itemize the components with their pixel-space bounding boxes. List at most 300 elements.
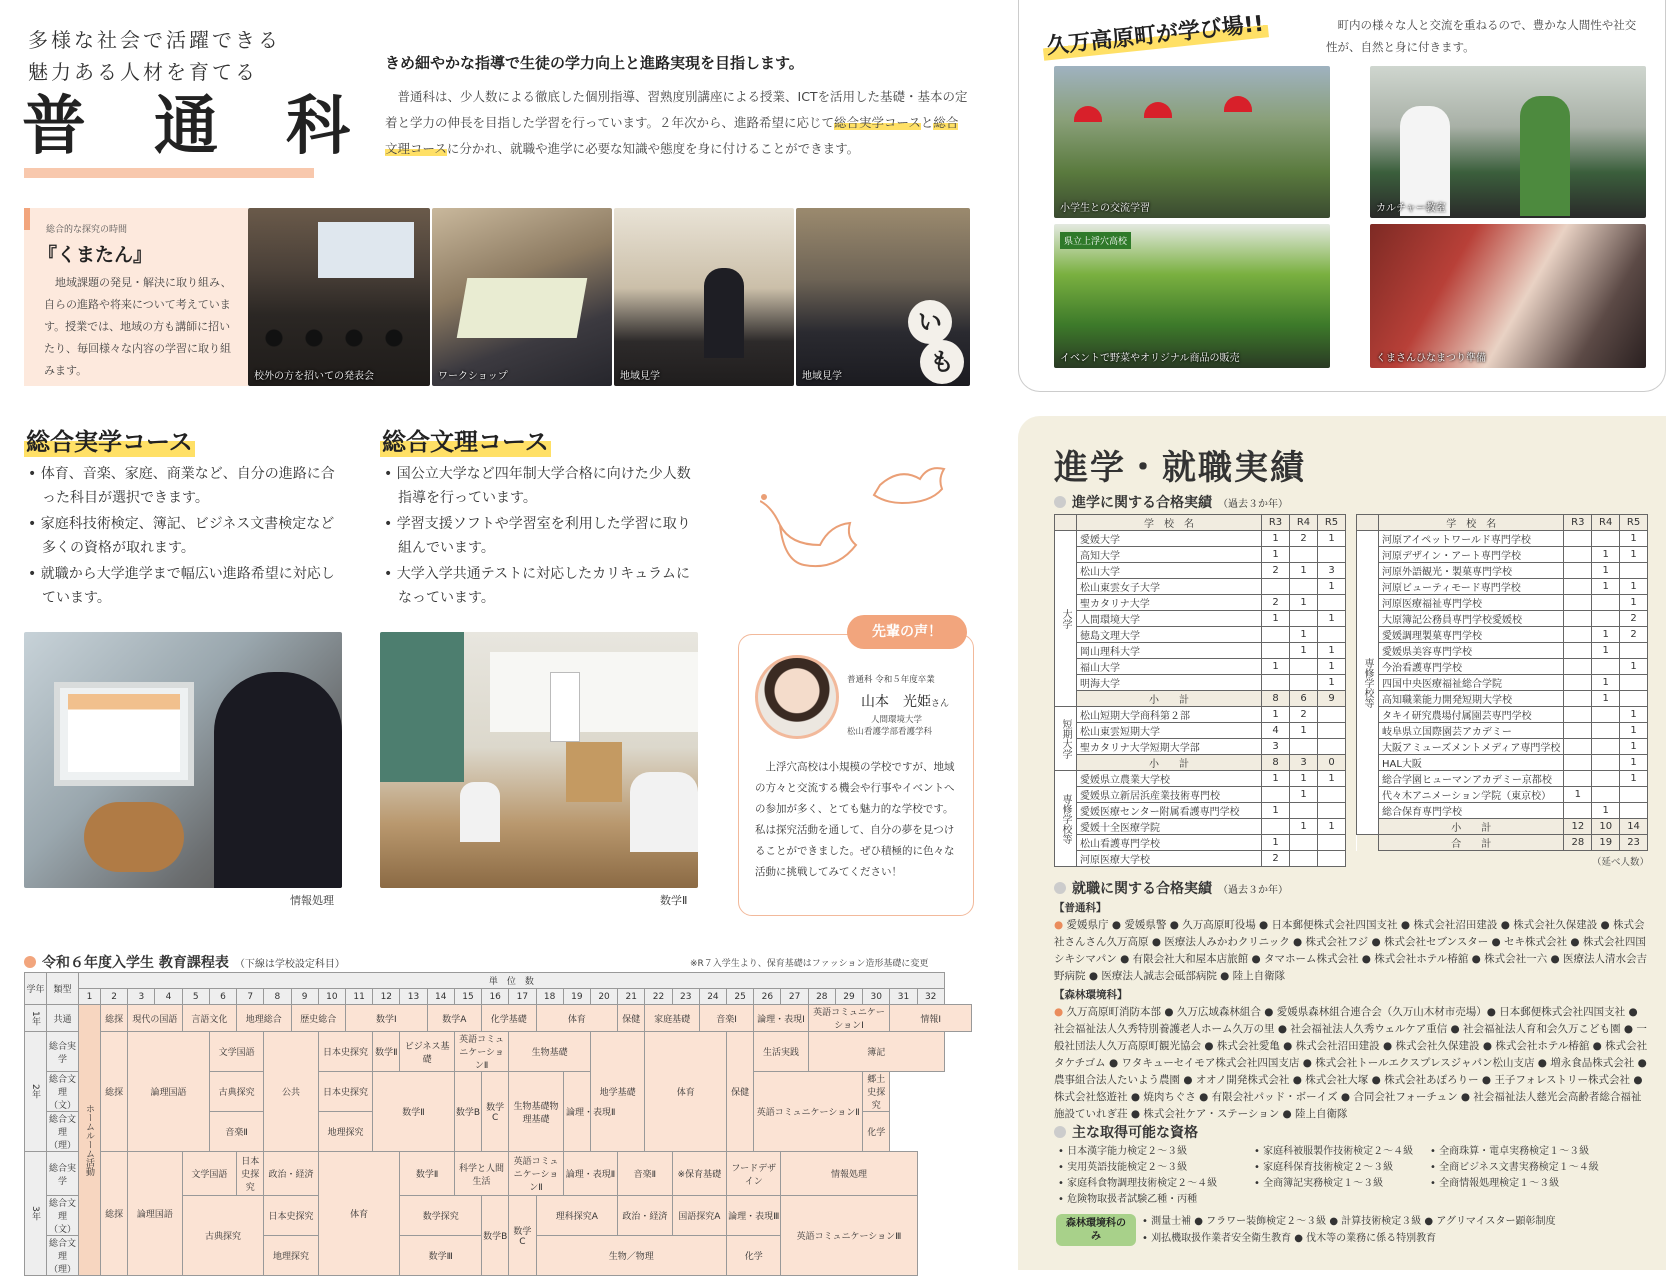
total-row (1357, 835, 1648, 851)
cur-cell: 数学C (482, 1072, 509, 1152)
count-cell: 1 (1290, 627, 1318, 643)
list-item: • 実用英語技能検定２〜３級 (1058, 1162, 1188, 1173)
cur-cell: 論理・表現Ⅰ (754, 1005, 808, 1032)
unit-number: 31 (890, 989, 917, 1005)
qual-shinrin-1: • 測量士補 ● フラワー装飾検定２〜３級 ● 計算技術検定３級 ● アグリマイスター顕彰制度 (1142, 1216, 1556, 1227)
unit-number: 8 (264, 989, 291, 1005)
count-cell: 1 (1592, 691, 1620, 707)
count-cell (1262, 627, 1290, 643)
list-item: • 体育、音楽、家庭、商業など、自分の進路に合った科目が選択できます。 (28, 466, 335, 506)
count-cell: 1 (1592, 579, 1620, 595)
birds-illustration (760, 455, 970, 605)
school-name: 福山大学 (1077, 659, 1262, 675)
total-cell: 19 (1592, 835, 1620, 851)
cur-common: 共通 (47, 1005, 79, 1032)
senpai-bubble: 先輩の声！ (847, 615, 967, 649)
count-cell (1262, 643, 1290, 659)
count-cell (1262, 787, 1290, 803)
table-row (1357, 739, 1648, 755)
school-name: 明海大学 (1077, 675, 1262, 691)
cur-cell: 化学 (727, 1236, 781, 1276)
table-row (1357, 627, 1648, 643)
manabiba-text: 町内の様々な人と交流を重ねるので、豊かな人間性や社交性が、自然と身に付きます。 (1326, 18, 1637, 54)
cur-cell: フードデザイン (727, 1152, 781, 1196)
jobs-futsu-text: 愛媛県庁 ● 愛媛県警 ● 久万高原町役場 ● 日本郵便株式会社四国支社 ● 株式会社沼田建設 ● 株式会社久保建設 ● 株式会社さんさん久万高原 ● 医療法人みかわクリニック ● 株式会社フジ ● 株式会社セブンスター ● セキ株式会社 ● 株式会社四国シキシマパン ● 有限会社大和屋本店旅館 ● タマホーム株式会社 ● 株式会社ホテル椿舘 ● 株式会社一六 ● 医療法人清水会吉野病院 ● 医療法人誠志会砥部病院 ● 陸上自衛隊 (1054, 919, 1647, 982)
results-sub2 (1054, 878, 1288, 898)
unit-number: 13 (400, 989, 427, 1005)
count-cell: 1 (1318, 531, 1346, 547)
school-name: 河原デザイン・アート専門学校 (1379, 547, 1564, 563)
qual-shinrin-2: • 刈払機取扱作業者安全衛生教育 ● 伐木等の業務に係る特別教育 (1142, 1233, 1437, 1244)
senpai-name: 山本 光姫 (861, 694, 931, 710)
school-name: 徳島文理大学 (1077, 627, 1262, 643)
cur-cell: 論理・表現Ⅱ (563, 1152, 617, 1196)
table-row (1055, 643, 1346, 659)
school-name: 河原ビューティモード専門学校 (1379, 579, 1564, 595)
unit-number: 3 (128, 989, 155, 1005)
list-item: • 就職から大学進学まで幅広い進路希望に対応しています。 (28, 566, 335, 606)
col-head: 学 校 名 (1077, 515, 1262, 531)
cur-cell: 歴史総合 (291, 1005, 345, 1032)
tagline-line2: 魅力ある人材を育てる (28, 60, 258, 84)
cur-cell: 地理総合 (237, 1005, 291, 1032)
cur-cell: 地理探究 (264, 1236, 318, 1276)
cur-type-bun: 総合文理（文） (47, 1072, 79, 1112)
table-row (1357, 643, 1648, 659)
cur-cell: 化学基礎 (482, 1005, 536, 1032)
cur-cell: 数学Ⅱ (373, 1072, 455, 1152)
unit-number: 20 (590, 989, 617, 1005)
qual-shinrin-2-text: 刈払機取扱作業者安全衛生教育 ● 伐木等の業務に係る特別教育 (1151, 1233, 1437, 1244)
table-row (1055, 819, 1346, 835)
cur-type-jitsu-3: 総合実学 (47, 1152, 79, 1196)
cur-head-type: 類型 (47, 973, 79, 1005)
course-bunri-title: 総合文理コース (380, 422, 551, 457)
count-cell (1318, 707, 1346, 723)
photo-caption: 校外の方を招いての発表会 (254, 371, 374, 382)
cur-cell: 国語探究A (672, 1196, 726, 1236)
count-cell: 1 (1290, 595, 1318, 611)
table-row (1357, 691, 1648, 707)
results-sub1-text: 進学に関する合格実績 (1072, 495, 1212, 511)
count-cell (1620, 787, 1648, 803)
count-cell: 2 (1262, 563, 1290, 579)
school-name: HAL大阪 (1379, 755, 1564, 771)
subtotal-label: 小 計 (1379, 819, 1564, 835)
cur-cell: 保健 (727, 1032, 754, 1152)
jobs-shinrin-tag: 【森林環境科】 (1054, 989, 1128, 1001)
table-row (1357, 595, 1648, 611)
count-cell (1592, 787, 1620, 803)
count-cell: 4 (1262, 723, 1290, 739)
results-sub3 (1054, 1122, 1198, 1142)
cur-cell: 論理国語 (128, 1032, 210, 1152)
count-cell (1592, 739, 1620, 755)
unit-number: 6 (209, 989, 236, 1005)
count-cell: 1 (1290, 723, 1318, 739)
cur-cell: 家庭基礎 (645, 1005, 699, 1032)
count-cell: 1 (1262, 659, 1290, 675)
count-cell: 1 (1592, 627, 1620, 643)
table-row (1055, 595, 1346, 611)
total-cell: 28 (1564, 835, 1592, 851)
col-head: R4 (1290, 515, 1318, 531)
col-head: R5 (1318, 515, 1346, 531)
list-item: • 全商ビジネス文書実務検定１〜４級 (1430, 1162, 1599, 1173)
results-note: （延べ人数） (1592, 857, 1650, 868)
school-name: 愛媛大学 (1077, 531, 1262, 547)
count-cell: 2 (1290, 707, 1318, 723)
school-name: 総合学園ヒューマンアカデミー京都校 (1379, 771, 1564, 787)
photo-caption: 地域見学 (620, 371, 660, 382)
count-cell: 1 (1620, 547, 1648, 563)
school-name: 愛媛県立農業大学校 (1077, 771, 1262, 787)
table-row (1055, 835, 1346, 851)
cur-cell: 科学と人間生活 (454, 1152, 508, 1196)
subtotal-cell: 3 (1290, 755, 1318, 771)
school-name: 愛媛調理製菓専門学校 (1379, 627, 1564, 643)
table-row (1357, 675, 1648, 691)
cur-cell: 英語コミュニケーションⅢ (781, 1196, 917, 1276)
cur-cell: 数学B (482, 1196, 509, 1276)
cur-cell: 日本史探究 (318, 1032, 372, 1072)
list-item: • 日本漢字能力検定２〜３級 (1058, 1146, 1188, 1157)
subtotal-cell: 6 (1290, 691, 1318, 707)
count-cell (1592, 611, 1620, 627)
count-cell (1262, 579, 1290, 595)
count-cell (1290, 835, 1318, 851)
count-cell (1318, 787, 1346, 803)
photo-info-processing (24, 632, 342, 888)
cur-cell: 総探 (101, 1152, 128, 1276)
school-name: 松山東雲女子大学 (1077, 579, 1262, 595)
unit-number: 18 (536, 989, 563, 1005)
count-cell (1318, 803, 1346, 819)
count-cell (1318, 851, 1346, 867)
table-row (1357, 803, 1648, 819)
photo-elementary (1054, 66, 1330, 218)
senpai-course: 普通科 令和５年度卒業 (847, 675, 935, 685)
qual-col2 (1254, 1144, 1413, 1192)
results-title: 進学・就職実績 (1054, 448, 1306, 488)
count-cell (1564, 531, 1592, 547)
total-cell: 23 (1620, 835, 1648, 851)
count-cell (1318, 739, 1346, 755)
senpai-avatar (755, 655, 839, 739)
school-name: タキイ研究農場付属園芸専門学校 (1379, 707, 1564, 723)
count-cell (1564, 707, 1592, 723)
unit-number: 25 (727, 989, 754, 1005)
results-sub2-note: （過去３か年） (1218, 885, 1288, 896)
school-name: 大阪アミューズメントメディア専門学校 (1379, 739, 1564, 755)
cur-cell: 文学国語 (209, 1032, 263, 1072)
table-row (1357, 563, 1648, 579)
curriculum-note: ※R７入学生より、保育基礎はファッション造形基礎に変更 (690, 959, 929, 969)
col-head: R3 (1262, 515, 1290, 531)
list-item: • 全商簿記実務検定１〜３級 (1254, 1178, 1384, 1189)
cur-cell: 体育 (645, 1032, 727, 1152)
count-cell: 1 (1290, 771, 1318, 787)
count-cell: 1 (1620, 739, 1648, 755)
intro-mid: と (920, 115, 934, 130)
cur-type-jitsu: 総合実学 (47, 1032, 79, 1072)
list-item: • 家庭科食物調理技術検定２〜４級 (1058, 1178, 1218, 1189)
count-cell: 1 (1318, 643, 1346, 659)
count-cell (1564, 659, 1592, 675)
cur-cell: 音楽Ⅱ (209, 1112, 263, 1152)
count-cell: 2 (1290, 531, 1318, 547)
count-cell: 1 (1564, 787, 1592, 803)
cur-cell: 保健 (618, 1005, 645, 1032)
jobs-block (1054, 900, 1650, 1123)
cur-cell: 数学探究 (400, 1196, 482, 1236)
cur-head-units: 単 位 数 (79, 973, 945, 989)
unit-number: 23 (672, 989, 699, 1005)
header-tagline (28, 24, 281, 88)
cur-cell: 生物基礎物理基礎 (509, 1072, 563, 1152)
cur-cell: 英語コミュニケーションⅡ (754, 1072, 863, 1152)
page-title: 普 通 科 (22, 89, 352, 164)
photo-field-visit-1 (614, 208, 794, 386)
qual-col1 (1058, 1144, 1217, 1208)
count-cell (1564, 755, 1592, 771)
count-cell (1620, 803, 1648, 819)
subtotal-row (1055, 691, 1346, 707)
kumatan-text: 地域課題の発見・解決に取り組み、自らの進路や将来について考えています。授業では、地域の方も講師に招いたり、毎回様々な内容の学習に取り組みます。 (44, 276, 232, 377)
count-cell (1290, 611, 1318, 627)
count-cell (1564, 563, 1592, 579)
cur-cell: 生物／物理 (536, 1236, 727, 1276)
table-row (1055, 563, 1346, 579)
school-name: 今治看護専門学校 (1379, 659, 1564, 675)
cur-cell: 英語コミュニケーションⅠ (808, 1005, 890, 1032)
cur-cell: 英語コミュニケーションⅡ (454, 1032, 508, 1072)
list-item: • 家庭科被服製作技術検定２〜４級 (1254, 1146, 1414, 1157)
course-jitsugaku-list (28, 462, 348, 612)
photo-field-visit-2 (796, 208, 970, 386)
count-cell: 1 (1620, 579, 1648, 595)
count-cell: 1 (1620, 723, 1648, 739)
school-name: 河原医療大学校 (1077, 851, 1262, 867)
cur-cell: 地学基礎 (590, 1032, 644, 1152)
count-cell (1318, 595, 1346, 611)
count-cell (1564, 803, 1592, 819)
count-cell (1592, 707, 1620, 723)
col-head: R4 (1592, 515, 1620, 531)
intro-hl1: 総合実学コース (834, 115, 921, 130)
cur-cell: 数学Ⅲ (400, 1236, 482, 1276)
cur-cell: 言語文化 (182, 1005, 236, 1032)
senpai-text: 上浮穴高校は小規模の学校ですが、地域の方々と交流する機会や行事やイベントへの参加が多く、とても魅力的な学校です。私は探究活動を通して、自分の夢を見つけることができました。ぜひ積極的に色々な活動に挑戦してみてください！ (755, 761, 955, 878)
school-name: 愛媛県立新居浜産業技術専門校 (1077, 787, 1262, 803)
count-cell (1564, 675, 1592, 691)
unit-number: 28 (808, 989, 835, 1005)
count-cell: 1 (1620, 707, 1648, 723)
count-cell (1592, 755, 1620, 771)
unit-number: 7 (237, 989, 264, 1005)
table-row (1357, 531, 1648, 547)
count-cell (1620, 643, 1648, 659)
table-row (1055, 803, 1346, 819)
intro-p1: 普通科は、少人数による徹底した個別指導、習熟度別講座による授業、ICTを活用した基礎・基本の定着と学力の伸長を目指した学習を行っています。２年次から、進路希望に応じて (385, 89, 968, 130)
photo-caption-info: 情報処理 (290, 894, 334, 907)
imo-char-1: い (908, 300, 952, 344)
cur-cell: 音楽Ⅱ (618, 1152, 672, 1196)
results-sub1-note: （過去３か年） (1218, 499, 1288, 510)
school-name: 松山短期大学商科第２部 (1077, 707, 1262, 723)
results-sub1 (1054, 492, 1288, 512)
results-sub3-text: 主な取得可能な資格 (1072, 1125, 1198, 1141)
cur-type-ri-3: 総合文理（理） (47, 1236, 79, 1276)
unit-number: 19 (563, 989, 590, 1005)
cur-cell: 日本史探究 (264, 1196, 318, 1236)
count-cell (1564, 611, 1592, 627)
subtotal-cell: 8 (1262, 691, 1290, 707)
count-cell: 1 (1592, 547, 1620, 563)
count-cell (1592, 595, 1620, 611)
cur-cell: 生物基礎 (509, 1032, 591, 1072)
cur-cell: 化学 (863, 1112, 890, 1152)
cur-cell: 音楽Ⅰ (699, 1005, 753, 1032)
count-cell (1262, 675, 1290, 691)
jobs-shinrin-text: 久万高原町消防本部 ● 久万広域森林組合 ● 愛媛県森林組合連合会（久万山木材市売場）● 日本郵便株式会社四国支社 ● 社会福祉法人久秀特別養護老人ホーム久万の里 ● 社会福祉法人久秀ウェルケア重信 ● 社会福祉法人育和会久万こども園 ● 一般社団法人久万高原町観光協会 ● 株式会社愛亀 ● 株式会社沼田建設 ● 株式会社久保建設 ● 株式会社ホテル椿舘 ● 株式会社タケチゴム ● ワタキューセイモア株式会社四国支店 ● 株式会社トールエクスプレスジャパン松山支店 ● 増永食品株式会社 ● 農事組合法人たいよう農園 ● オオノ開発株式会社 ● 株式会社大塚 ● 株式会社あぽろりー ● 王子フォレストリー株式会社 ● 株式会社悠遊社 ● 焼肉ちぐさ ● 有限会社パッド・ボーイズ ● 合同会社フォーチュン ● 社会福祉法人慈光会高齢者総合福祉施設ていれぎ荘 ● 株式会社ケア・ステーション ● 陸上自衛隊 (1054, 1006, 1648, 1120)
col-head: 学 校 名 (1379, 515, 1564, 531)
table-row (1055, 787, 1346, 803)
school-name: 松山大学 (1077, 563, 1262, 579)
school-name: 愛媛十全医療学院 (1077, 819, 1262, 835)
count-cell (1290, 803, 1318, 819)
count-cell: 2 (1262, 595, 1290, 611)
school-name: 聖カタリナ大学短期大学部 (1077, 739, 1262, 755)
kumatan-accent (24, 208, 30, 230)
group-label: 短期大学 (1055, 707, 1077, 771)
school-name: 四国中央医療福祉総合学院 (1379, 675, 1564, 691)
count-cell (1318, 723, 1346, 739)
photo-sales (1054, 224, 1330, 368)
cur-cell: 数学Ⅱ (373, 1032, 400, 1072)
list-item: • 家庭科技術検定、簿記、ビジネス文書検定など多くの資格が取れます。 (28, 516, 335, 556)
count-cell: 1 (1290, 563, 1318, 579)
cur-head-grade: 学年 (25, 973, 47, 1005)
cur-cell: 日本史探究 (318, 1072, 372, 1112)
count-cell: 3 (1318, 563, 1346, 579)
cur-cell: 総探 (101, 1005, 128, 1032)
course-jitsugaku-title: 総合実学コース (24, 422, 195, 457)
table-row (1357, 707, 1648, 723)
count-cell (1564, 723, 1592, 739)
cur-cell: 体育 (318, 1152, 400, 1276)
senpai-school1: 人間環境大学 (871, 715, 923, 725)
title-underline (24, 168, 314, 178)
table-row (1357, 611, 1648, 627)
unit-number: 29 (835, 989, 862, 1005)
intro-p2: に分かれ、就職や進学に必要な知識や態度を身に付けることができます。 (446, 141, 860, 156)
count-cell (1564, 595, 1592, 611)
cur-cell: 古典探究 (209, 1072, 263, 1112)
photo-caption-math: 数学Ⅱ (660, 894, 688, 907)
count-cell: 1 (1318, 659, 1346, 675)
subtotal-label: 小 計 (1077, 691, 1262, 707)
count-cell (1564, 739, 1592, 755)
photo-workshop (432, 208, 612, 386)
unit-number: 32 (917, 989, 944, 1005)
count-cell: 1 (1290, 819, 1318, 835)
photo-caption: 地域見学 (802, 371, 842, 382)
count-cell: 1 (1620, 755, 1648, 771)
school-name: 人間環境大学 (1077, 611, 1262, 627)
results-table-right (1356, 514, 1648, 851)
cur-cell: ※保育基礎 (672, 1152, 726, 1196)
unit-number: 27 (781, 989, 808, 1005)
count-cell: 1 (1262, 771, 1290, 787)
school-name: 愛媛医療センター附属看護専門学校 (1077, 803, 1262, 819)
unit-number: 21 (618, 989, 645, 1005)
senpai-name-wrap (861, 691, 949, 711)
cur-cell: 数学B (454, 1072, 481, 1152)
count-cell (1290, 739, 1318, 755)
count-cell (1592, 723, 1620, 739)
intro-text (385, 84, 970, 162)
table-row (1055, 627, 1346, 643)
table-row (1357, 659, 1648, 675)
count-cell (1592, 771, 1620, 787)
cur-grade2: 2年 (25, 1032, 47, 1152)
count-cell: 1 (1620, 771, 1648, 787)
school-name: 松山東雲短期大学 (1077, 723, 1262, 739)
unit-number: 22 (645, 989, 672, 1005)
senpai-box (738, 624, 974, 916)
table-row (1357, 723, 1648, 739)
list-item: • 学習支援ソフトや学習室を利用した学習に取り組んでいます。 (384, 516, 691, 556)
count-cell: 1 (1620, 659, 1648, 675)
results-table-left (1054, 514, 1346, 867)
unit-number: 5 (182, 989, 209, 1005)
count-cell: 1 (1620, 531, 1648, 547)
school-name: 聖カタリナ大学 (1077, 595, 1262, 611)
table-row (1357, 787, 1648, 803)
photo-culture (1370, 66, 1646, 218)
school-name: 愛媛県美容専門学校 (1379, 643, 1564, 659)
curriculum-subtitle: （下線は学校設定科目） (234, 959, 345, 970)
subtotal-cell: 10 (1592, 819, 1620, 835)
photo-caption: 小学生との交流学習 (1060, 203, 1150, 214)
list-item: • 全商情報処理検定１〜３級 (1430, 1178, 1560, 1189)
cur-cell: 理科探究A (536, 1196, 618, 1236)
course-bunri-list (384, 462, 704, 612)
count-cell: 1 (1290, 787, 1318, 803)
count-cell (1564, 691, 1592, 707)
kumatan-small: 総合的な探究の時間 (46, 225, 128, 235)
subtotal-row (1055, 755, 1346, 771)
count-cell: 1 (1290, 643, 1318, 659)
count-cell: 2 (1262, 851, 1290, 867)
cur-cell: 現代の国語 (128, 1005, 182, 1032)
unit-number: 17 (509, 989, 536, 1005)
cur-cell: 政治・経済 (618, 1196, 672, 1236)
table-row (1357, 547, 1648, 563)
count-cell: 1 (1592, 803, 1620, 819)
count-cell (1262, 819, 1290, 835)
count-cell (1318, 547, 1346, 563)
unit-number: 4 (155, 989, 182, 1005)
count-cell: 1 (1262, 547, 1290, 563)
school-name: 代々木アニメーション学院（東京校） (1379, 787, 1564, 803)
senpai-san: さん (931, 699, 950, 709)
table-row (1357, 579, 1648, 595)
table-row (1055, 579, 1346, 595)
table-row (1055, 675, 1346, 691)
table-row (1055, 547, 1346, 563)
